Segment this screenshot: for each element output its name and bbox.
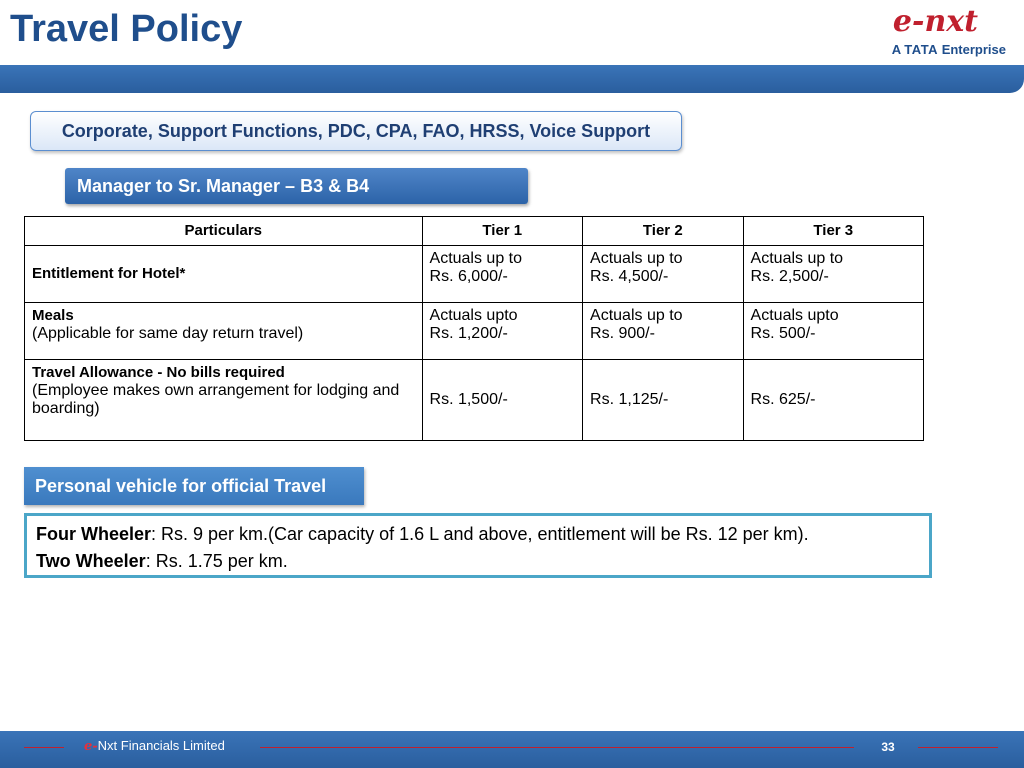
footer-brand-name: Nxt Financials Limited	[97, 738, 225, 753]
header-band	[0, 65, 1024, 93]
header-tier-2: Tier 2	[583, 217, 744, 246]
cell-line: Actuals upto	[429, 307, 518, 324]
row-note: (Applicable for same day return travel)	[32, 325, 304, 342]
page-number: 33	[881, 740, 895, 754]
cell-line: Rs. 1,200/-	[429, 325, 508, 342]
header-tier-3: Tier 3	[743, 217, 923, 246]
cell-tier-1	[422, 246, 583, 303]
two-wheeler-line	[36, 548, 920, 575]
cell-tier-2	[583, 246, 744, 303]
two-wheeler-label: Two Wheeler	[36, 551, 146, 571]
cell-line: Rs. 900/-	[590, 325, 655, 342]
row-title: Meals	[32, 307, 74, 324]
cell-line: Rs. 6,000/-	[429, 268, 508, 285]
table-row	[25, 360, 924, 441]
cell-line: Actuals upto	[750, 307, 839, 324]
two-wheeler-text: : Rs. 1.75 per km.	[145, 551, 288, 571]
logo-tagline-brand: TATA	[904, 42, 939, 57]
four-wheeler-text: : Rs. 9 per km.(Car capacity of 1.6 L and above, entitlement will be Rs. 12 per km).	[151, 524, 809, 544]
cell-line: Actuals up to	[590, 307, 683, 324]
cell-tier-2	[583, 303, 744, 360]
table-row	[25, 303, 924, 360]
table-header-row	[25, 217, 924, 246]
scope-label: Corporate, Support Functions, PDC, CPA, FAO, HRSS, Voice Support	[30, 111, 682, 151]
cell-tier-1: Rs. 1,500/-	[422, 360, 583, 441]
slide-header	[0, 0, 1024, 65]
cell-line: Rs. 2,500/-	[750, 268, 829, 285]
personal-vehicle-label: Personal vehicle for official Travel	[24, 467, 364, 505]
company-logo	[876, 4, 1006, 60]
slide-footer	[0, 731, 1024, 768]
cell-tier-3	[743, 303, 923, 360]
row-note: (Employee makes own arrangement for lodging and boarding)	[32, 382, 400, 417]
row-particular	[25, 360, 423, 441]
page-title: Travel Policy	[10, 8, 243, 50]
footer-divider-middle	[260, 747, 854, 748]
travel-policy-table	[24, 216, 924, 441]
cell-tier-2: Rs. 1,125/-	[583, 360, 744, 441]
cell-line: Actuals up to	[750, 250, 844, 267]
header-tier-1: Tier 1	[422, 217, 583, 246]
row-title: Entitlement for Hotel*	[32, 265, 186, 282]
cell-tier-3: Rs. 625/-	[743, 360, 923, 441]
row-title: Travel Allowance - No bills required	[32, 364, 285, 381]
logo-tagline-prefix: A	[891, 42, 901, 57]
personal-vehicle-box	[24, 513, 932, 578]
cell-tier-3	[743, 246, 923, 303]
grade-label: Manager to Sr. Manager – B3 & B4	[65, 168, 528, 204]
footer-divider-left	[24, 747, 64, 748]
logo-tagline-suffix: Enterprise	[941, 42, 1006, 57]
cell-line: Rs. 500/-	[750, 325, 816, 342]
enxt-logo-mark: e-nxt	[892, 4, 978, 39]
footer-brand-prefix: e-	[84, 739, 98, 754]
footer-brand	[84, 738, 225, 754]
cell-tier-1	[422, 303, 583, 360]
cell-line: Actuals up to	[590, 250, 683, 267]
cell-line: Actuals up to	[429, 250, 523, 267]
header-particulars: Particulars	[25, 217, 423, 246]
footer-divider-right	[918, 747, 998, 748]
logo-tagline	[892, 42, 1006, 57]
four-wheeler-line	[36, 521, 920, 548]
four-wheeler-label: Four Wheeler	[36, 524, 152, 544]
cell-line: Rs. 4,500/-	[590, 268, 669, 285]
table-row	[25, 246, 924, 303]
row-particular	[25, 303, 423, 360]
row-particular	[25, 246, 423, 303]
